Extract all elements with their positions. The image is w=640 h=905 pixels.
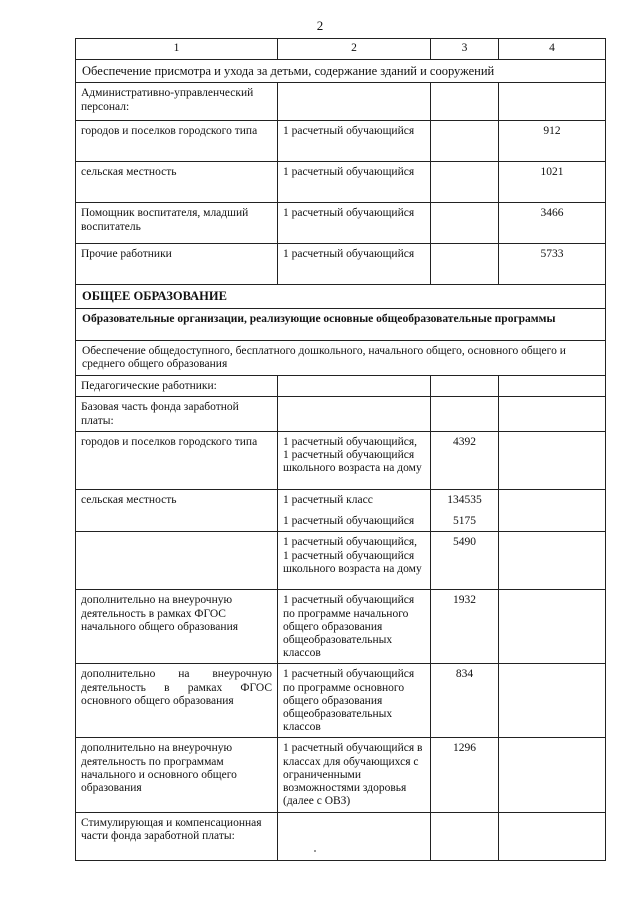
value-cell: 134535 (447, 493, 482, 506)
table-row (76, 590, 606, 664)
unit-cell: 1 расчетный обучающийся (283, 515, 415, 528)
table-row (76, 738, 606, 812)
value-cell: 912 (499, 121, 606, 162)
unit-cell: 1 расчетный класс (283, 493, 373, 506)
value-cell: 4392 (431, 431, 499, 489)
col-header-3: 3 (431, 39, 499, 60)
unit-cell: 1 расчетный обучающийся по программе начального общего образования общеобразовательных классов (278, 590, 431, 664)
value-cell: 1296 (431, 738, 499, 812)
table-row (76, 308, 606, 340)
value-cell: 5733 (499, 244, 606, 285)
table-row (76, 812, 606, 860)
page-number: 2 (316, 18, 324, 33)
row-label: сельская местность (76, 162, 278, 203)
unit-cell: 1 расчетный обучающийся, 1 расчетный обучающийся школьного возраста на дому (278, 431, 431, 489)
unit-cell: 1 расчетный обучающийся, 1 расчетный обучающийся школьного возраста на дому (278, 532, 431, 590)
table-row (76, 285, 606, 308)
table-row (76, 340, 606, 375)
section-title: Обеспечение присмотра и ухода за детьми, содержание зданий и сооружений (76, 60, 606, 83)
header-row (76, 39, 606, 60)
value-cell: 5175 (453, 515, 476, 528)
table-row (76, 489, 606, 531)
table-row (76, 162, 606, 203)
col-header-1: 1 (76, 39, 278, 60)
row-label: дополнительно на внеурочную деятельность в рамках ФГОС основного общего образования (76, 664, 278, 738)
unit-cell: 1 расчетный обучающийся (278, 121, 431, 162)
table-row (76, 532, 606, 590)
table-row (76, 83, 606, 121)
col-header-2: 2 (278, 39, 431, 60)
row-label: городов и поселков городского типа (76, 431, 278, 489)
unit-cell: 1 расчетный обучающийся (278, 203, 431, 244)
table-row (76, 203, 606, 244)
table-row (76, 397, 606, 431)
row-label: Базовая часть фонда заработной платы: (76, 397, 278, 431)
value-cell: 1932 (431, 590, 499, 664)
unit-cell: 1 расчетный обучающийся в классах для обучающихся с ограниченными возможностями здоровья (далее с ОВЗ) (278, 738, 431, 812)
value-cell: 3466 (499, 203, 606, 244)
value-cell: 1021 (499, 162, 606, 203)
value-cell: 5490 (431, 532, 499, 590)
scan-dot (314, 850, 316, 852)
table-row (76, 244, 606, 285)
table-row (76, 60, 606, 83)
section-heading: ОБЩЕЕ ОБРАЗОВАНИЕ (76, 285, 606, 308)
table-row (76, 431, 606, 489)
row-label: Административно-управленческий персонал: (76, 83, 278, 121)
value-cell: 834 (431, 664, 499, 738)
table-row (76, 376, 606, 397)
section-heading: Образовательные организации, реализующие основные общеобразовательные программы (76, 308, 606, 340)
funding-table (75, 38, 606, 861)
unit-cell: 1 расчетный обучающийся (278, 244, 431, 285)
section-title: Обеспечение общедоступного, бесплатного дошкольного, начального общего, основного общего и среднего общего образования (76, 340, 606, 375)
row-label: Прочие работники (76, 244, 278, 285)
row-label: сельская местность (76, 489, 278, 531)
unit-cell: 1 расчетный обучающийся (278, 162, 431, 203)
row-label: дополнительно на внеурочную деятельность по программам начального и основного общего образования (76, 738, 278, 812)
row-label: городов и поселков городского типа (76, 121, 278, 162)
row-label: Педагогические работники: (76, 376, 278, 397)
col-header-4: 4 (499, 39, 606, 60)
row-label: Помощник воспитателя, младший воспитатель (76, 203, 278, 244)
row-label: дополнительно на внеурочную деятельность в рамках ФГОС начального общего образования (76, 590, 278, 664)
table-row (76, 664, 606, 738)
table-row (76, 121, 606, 162)
row-label: Стимулирующая и компенсационная части фонда заработной платы: (76, 812, 278, 860)
unit-cell: 1 расчетный обучающийся по программе основного общего образования общеобразовательных классов (278, 664, 431, 738)
